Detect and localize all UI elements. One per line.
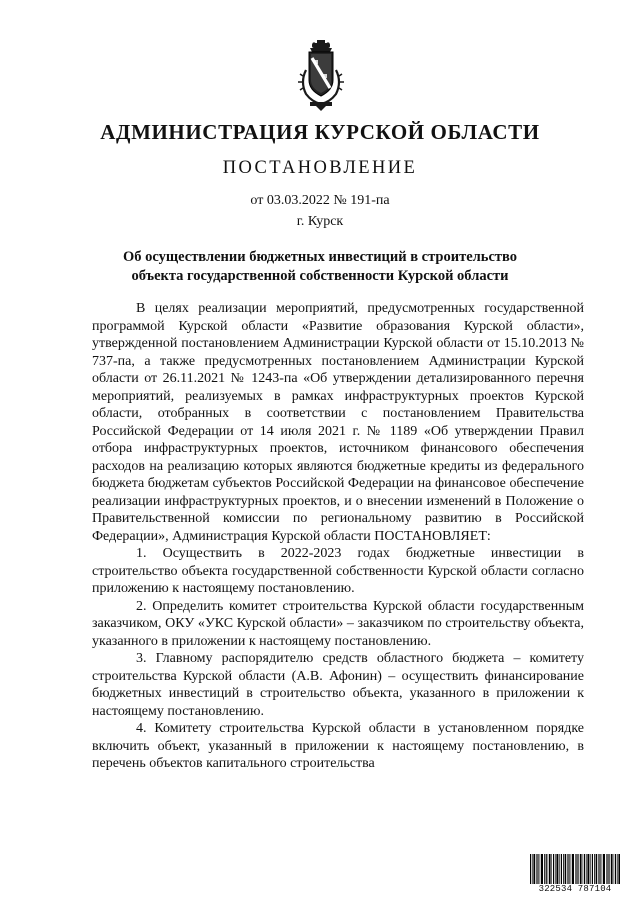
barcode-number: 322534 787104 — [538, 884, 612, 894]
preamble-paragraph: В целях реализации мероприятий, предусмотренных государственной программой Курской области «Развитие образования Курской области», утвержденной постановлением Администрации Курской области от 15.10.2013 № 737-па, а также предусмотренных постановлением Администрации Курской области от 26.11.2021 № 1243-па «Об утверждении детализированного перечня мероприятий, реализуемых в рамках инфраструктурных проектов Курской области, отобранных в соответствии с постановлением Правительства Российской Федерации от 14 июля 2021 г. № 1189 «Об утверждении Правил отбора инфраструктурных проектов, источником финансового обеспечения расходов на реализацию которых являются бюджетные кредиты из федерального бюджета бюджетам субъектов Российской Федерации на финансовое обеспечение реализации инфраструктурных проектов, и о внесении изменений в Положение о Правительственной комиссии по региональному развитию в Российской Федерации», Администрация Курской области ПОСТАНОВЛЯЕТ: — [92, 301, 584, 544]
coat-of-arms-emblem — [296, 40, 346, 112]
organization-title: АДМИНИСТРАЦИЯ КУРСКОЙ ОБЛАСТИ — [100, 120, 540, 144]
document-date-number: от 03.03.2022 № 191-па — [250, 193, 390, 208]
document-subject — [0, 248, 640, 286]
subject-line-1: Об осуществлении бюджетных инвестиций в строительство — [123, 249, 517, 265]
item-3-paragraph: 3. Главному распорядителю средств областного бюджета – комитету строительства Курской области (А.В. Афонин) – осуществить финансирование бюджетных инвестиций в строительство объекта, указанного в приложении к настоящему постановлению. — [92, 651, 584, 719]
subject-line-2: объекта государственной собственности Курской области — [131, 268, 509, 284]
document-city: г. Курск — [296, 214, 344, 229]
item-4-paragraph: 4. Комитету строительства Курской области в установленном порядке включить объект, указанный в приложении к настоящему постановлению, в перечень объектов капитального строительства — [92, 721, 584, 771]
item-2-paragraph: 2. Определить комитет строительства Курской области государственным заказчиком, ОКУ «УКС Курской области» – заказчиком по строительству объекта, указанного в приложении к настоящему постановлению. — [92, 598, 584, 649]
barcode-bars — [530, 854, 620, 884]
item-1-paragraph: 1. Осуществить в 2022-2023 годах бюджетные инвестиции в строительство объекта государственной собственности Курской области согласно приложению к настоящему постановлению. — [92, 546, 584, 596]
document-type: ПОСТАНОВЛЕНИЕ — [222, 158, 418, 178]
document-body — [92, 300, 584, 773]
document-barcode — [530, 854, 620, 896]
